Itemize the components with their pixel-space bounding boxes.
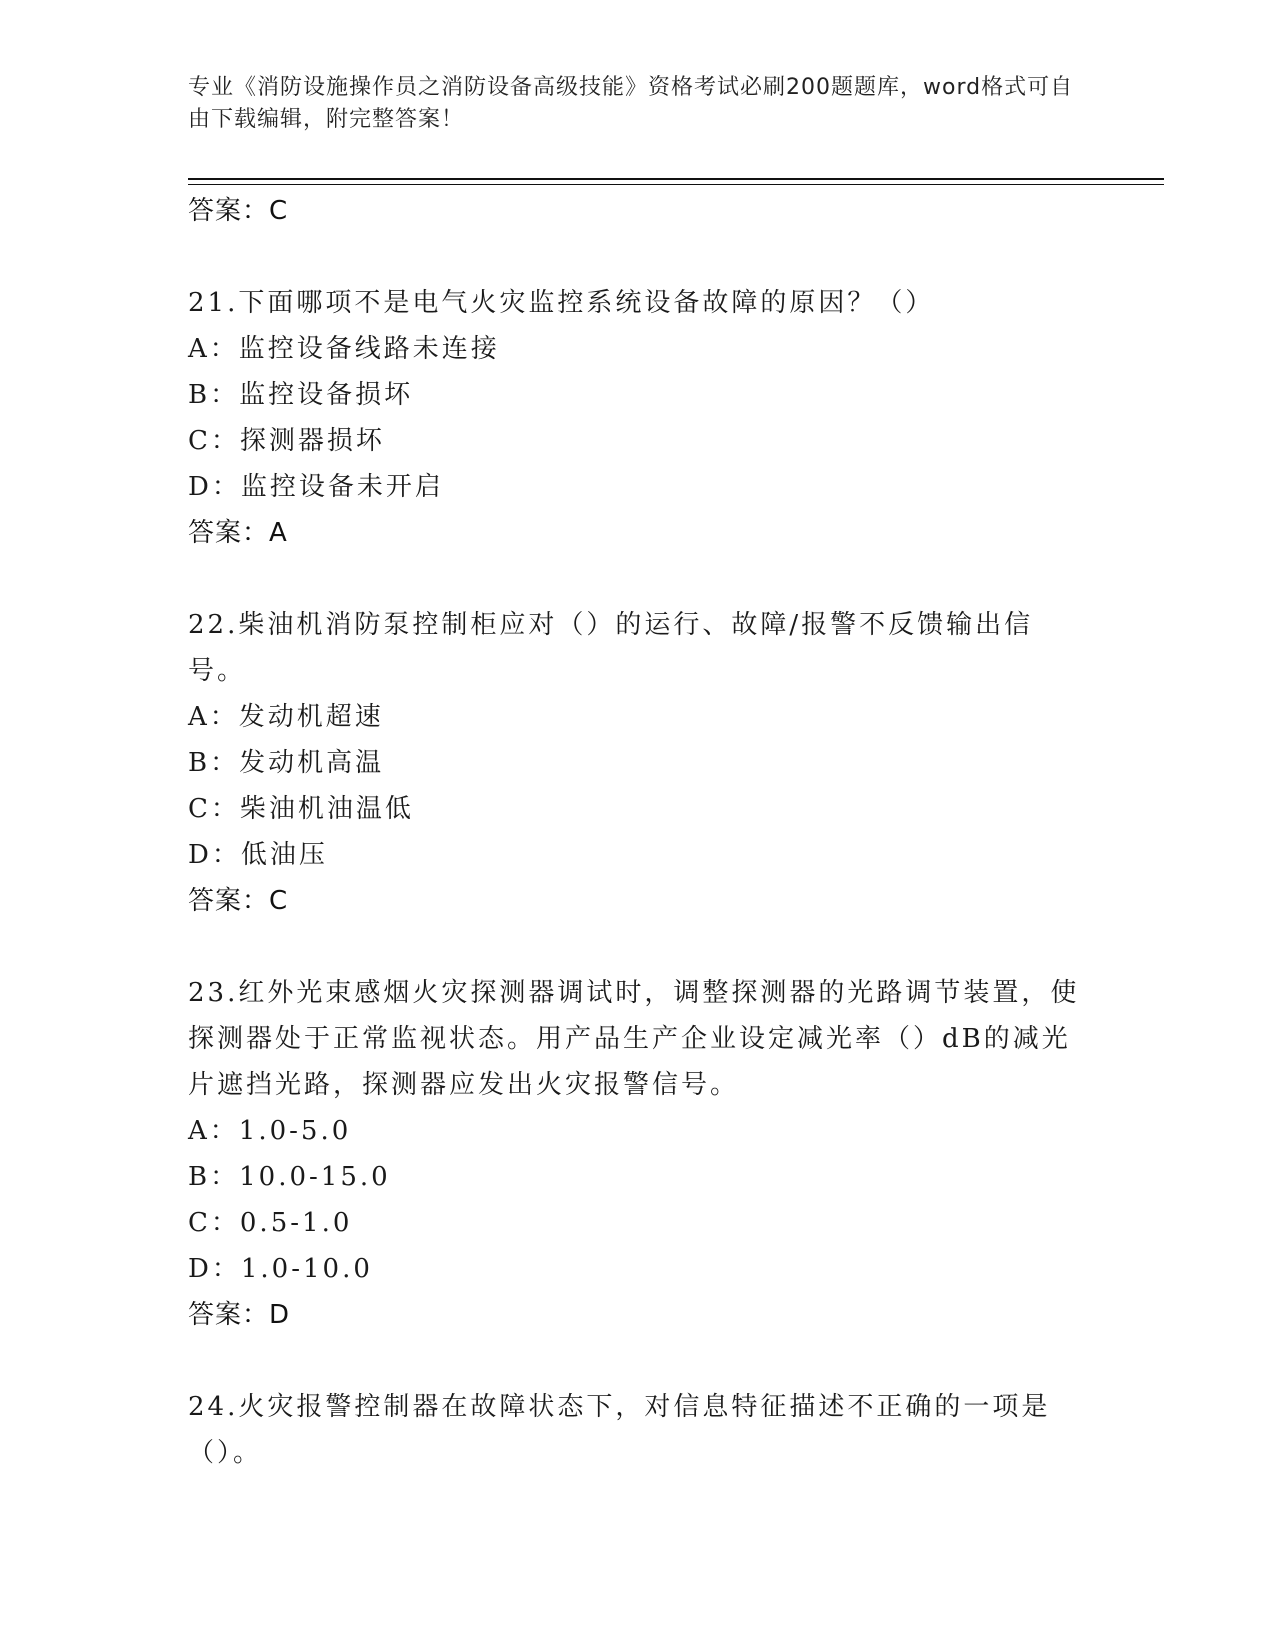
option-a: A：监控设备线路未连接 (188, 334, 500, 364)
option-b: B：监控设备损坏 (188, 380, 414, 410)
option-a: A：发动机超速 (188, 702, 384, 732)
option-c: C：柴油机油温低 (188, 794, 414, 824)
question-list (188, 188, 1088, 1476)
header-rule-thick (188, 178, 1164, 180)
question-block-23 (188, 970, 1088, 1338)
question-stem: 22.柴油机消防泵控制柜应对（）的运行、故障/报警不反馈输出信号。 (188, 610, 1034, 686)
answer-line: 答案：C (188, 196, 289, 226)
option-d: D：1.0-10.0 (188, 1254, 373, 1284)
answer-line: 答案：D (188, 1300, 291, 1330)
answer-line: 答案：A (188, 518, 288, 548)
option-d: D：低油压 (188, 840, 328, 870)
question-stem: 21.下面哪项不是电气火灾监控系统设备故障的原因？（） (188, 288, 935, 318)
document-header: 专业《消防设施操作员之消防设备高级技能》资格考试必刷200题题库，word格式可自由下载编辑，附完整答案！ (188, 75, 1074, 132)
question-block-21 (188, 280, 1088, 556)
question-block-24 (188, 1384, 1088, 1476)
option-d: D：监控设备未开启 (188, 472, 444, 502)
option-b: B：10.0-15.0 (188, 1162, 391, 1192)
question-block-22 (188, 602, 1088, 924)
question-stem: 23.红外光束感烟火灾探测器调试时，调整探测器的光路调节装置，使探测器处于正常监视状态。用产品生产企业设定减光率（）dB的减光片遮挡光路，探测器应发出火灾报警信号。 (188, 978, 1080, 1100)
question-stem: 24.火灾报警控制器在故障状态下，对信息特征描述不正确的一项是（）。 (188, 1392, 1051, 1468)
option-c: C：0.5-1.0 (188, 1208, 353, 1238)
header-rule-thin (188, 184, 1164, 185)
option-c: C：探测器损坏 (188, 426, 385, 456)
option-a: A：1.0-5.0 (188, 1116, 352, 1146)
option-b: B：发动机高温 (188, 748, 385, 778)
answer-line: 答案：C (188, 886, 289, 916)
